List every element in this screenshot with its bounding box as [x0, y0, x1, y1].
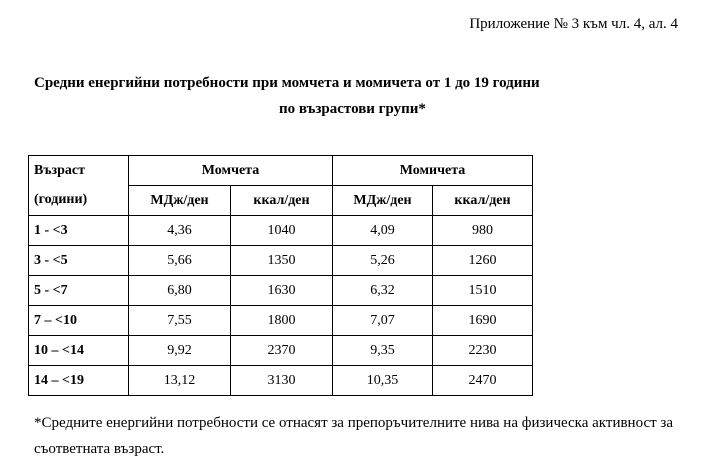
document-title-line1: Средни енергийни потребности при момчета и момичета от 1 до 19 години [34, 75, 540, 91]
age-cell: 1 - <3 [29, 216, 129, 246]
age-header: Възраст [29, 156, 129, 186]
girls-kcal-cell: 1690 [433, 306, 533, 336]
age-cell: 10 – <14 [29, 336, 129, 366]
table-row [29, 306, 533, 336]
document-title-line2: по възрастови групи* [279, 101, 426, 117]
table-row [29, 246, 533, 276]
table-header-row-2 [29, 186, 533, 216]
girls-mj-cell: 6,32 [333, 276, 433, 306]
girls-mj-cell: 7,07 [333, 306, 433, 336]
footnote: *Средните енергийни потребности се отнасят за препоръчителните нива на физическа активност за съответната възраст. [34, 415, 674, 457]
boys-mj-cell: 7,55 [129, 306, 231, 336]
age-cell: 14 – <19 [29, 366, 129, 396]
boys-header: Момчета [129, 156, 333, 186]
boys-mj-header: МДж/ден [129, 186, 231, 216]
boys-kcal-cell: 3130 [231, 366, 333, 396]
girls-kcal-cell: 1260 [433, 246, 533, 276]
girls-mj-cell: 4,09 [333, 216, 433, 246]
girls-kcal-cell: 2230 [433, 336, 533, 366]
age-cell: 3 - <5 [29, 246, 129, 276]
boys-kcal-header: ккал/ден [231, 186, 333, 216]
boys-kcal-cell: 1040 [231, 216, 333, 246]
boys-kcal-cell: 2370 [231, 336, 333, 366]
boys-mj-cell: 4,36 [129, 216, 231, 246]
table-row [29, 276, 533, 306]
table-row [29, 336, 533, 366]
table-header-row-1 [29, 156, 533, 186]
annex-reference: Приложение № 3 към чл. 4, ал. 4 [469, 16, 678, 32]
girls-kcal-cell: 1510 [433, 276, 533, 306]
boys-mj-cell: 6,80 [129, 276, 231, 306]
boys-mj-cell: 5,66 [129, 246, 231, 276]
age-header-unit: (години) [29, 186, 129, 216]
boys-kcal-cell: 1630 [231, 276, 333, 306]
girls-kcal-header: ккал/ден [433, 186, 533, 216]
boys-kcal-cell: 1350 [231, 246, 333, 276]
girls-mj-cell: 9,35 [333, 336, 433, 366]
age-cell: 5 - <7 [29, 276, 129, 306]
table-row [29, 216, 533, 246]
girls-mj-cell: 10,35 [333, 366, 433, 396]
boys-mj-cell: 9,92 [129, 336, 231, 366]
girls-mj-header: МДж/ден [333, 186, 433, 216]
boys-mj-cell: 13,12 [129, 366, 231, 396]
age-cell: 7 – <10 [29, 306, 129, 336]
table-row [29, 366, 533, 396]
girls-mj-cell: 5,26 [333, 246, 433, 276]
girls-kcal-cell: 2470 [433, 366, 533, 396]
boys-kcal-cell: 1800 [231, 306, 333, 336]
energy-needs-table [28, 155, 533, 396]
girls-kcal-cell: 980 [433, 216, 533, 246]
girls-header: Момичета [333, 156, 533, 186]
